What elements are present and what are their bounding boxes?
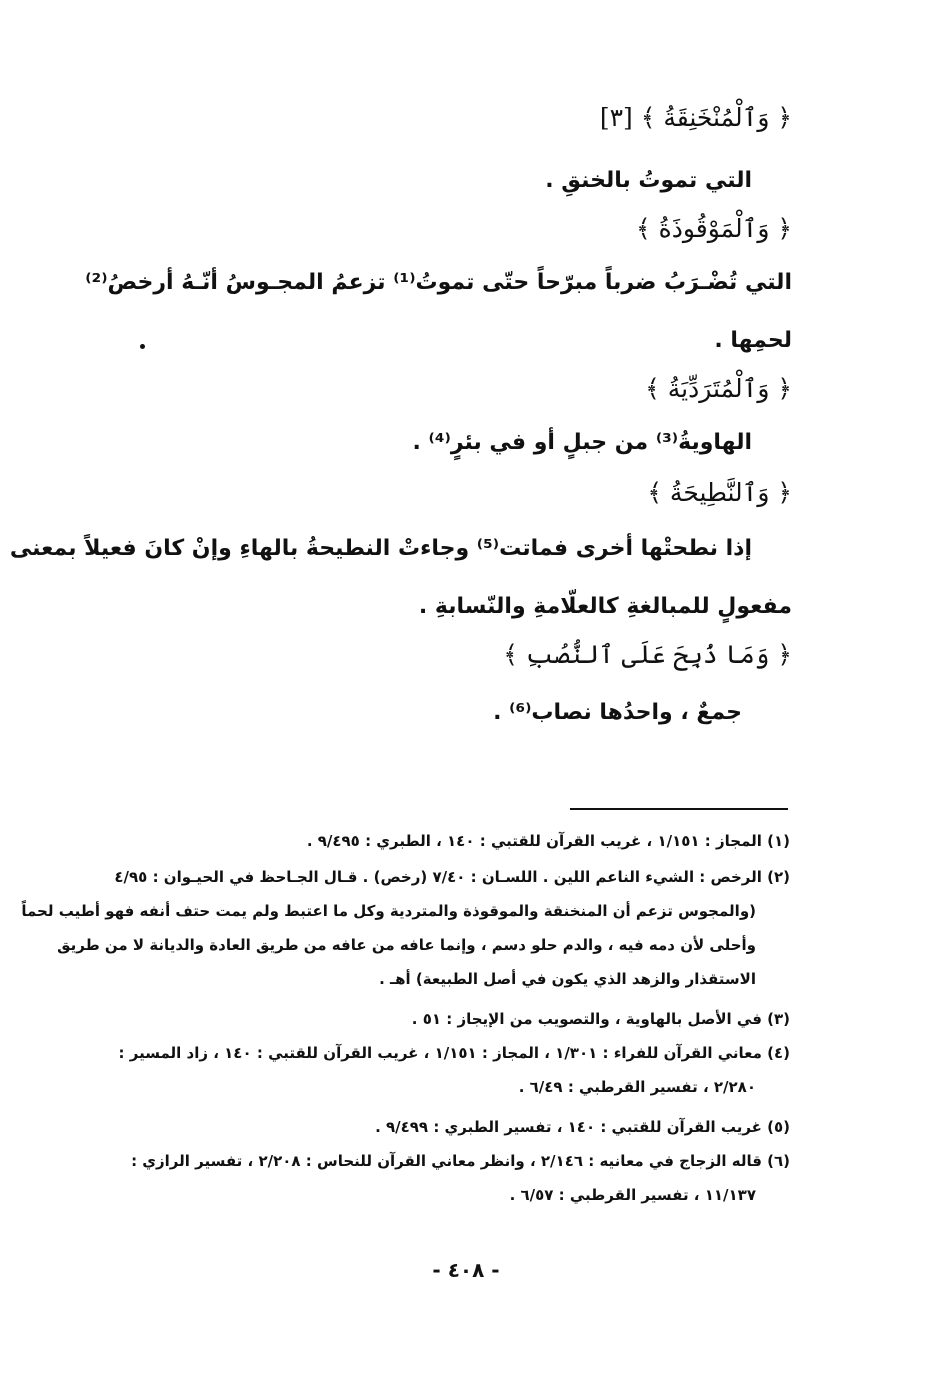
text-line: التي تُضْـرَبُ ضرباً مبرّحاً حتّى تموتُ⁽¹⁾ تزعمُ المجـوسُ أنّـهُ أرخصُ⁽²⁾ [85,270,792,295]
footnote-line: وأحلى لأن دمه فيه ، والدم حلو دسم ، وإنما عافه من عافه من طريق العادة والديانة لا من طريق [57,936,756,954]
text-line: جمعٌ ، واحدُها نصاب⁽⁶⁾ . [493,700,742,725]
quran-phrase-munkhaniqa: ﴿ وَٱلْمُنْخَنِقَةُ ﴾ [٣] [599,103,792,132]
footnote-line: (٦) قاله الزجاج في معانيه : ٢/١٤٦ ، وانظر معاني القرآن للنحاس : ٢/٢٠٨ ، تفسير الرازي : [131,1152,790,1170]
footnote-line: ١١/١٣٧ ، تفسير القرطبي : ٦/٥٧ . [509,1186,756,1204]
footnote-line: (٣) في الأصل بالهاوية ، والتصويب من الإيجاز : ٥١ . [411,1010,790,1028]
footnote-line: الاستقذار والزهد الذي يكون في أصل الطبيعة) أهـ . [379,970,756,988]
quran-phrase-natiha: ﴿ وَٱلنَّطِيحَةُ ﴾ [647,478,792,507]
text-line: إذا نطحتْها أخرى فماتت⁽⁵⁾ وجاءتْ النطيحةُ بالهاءِ وإنْ كانَ فعيلاً بمعنى [9,536,752,561]
text-line: الهاويةُ⁽³⁾ من جبلٍ أو في بئرٍ⁽⁴⁾ . [412,430,752,455]
footnote-line: ٢/٢٨٠ ، تفسير القرطبي : ٦/٤٩ . [518,1078,756,1096]
footnote-line: (٥) غريب القرآن للقتبي : ١٤٠ ، تفسير الطبري : ٩/٤٩٩ . [375,1118,790,1136]
page-number: - ٤٠٨ - [432,1258,500,1282]
text-line: لحمِها . [714,328,792,353]
quran-phrase-mawquda: ﴿ وَٱلْمَوْقُوذَةُ ﴾ [636,214,792,243]
footnote-line: (٤) معاني القرآن للفراء : ١/٣٠١ ، المجاز : ١/١٥١ ، غريب القرآن للقتبي : ١٤٠ ، زاد المسير : [118,1044,790,1062]
text-line: مفعولٍ للمبالغةِ كالعلّامةِ والنّسابةِ . [418,594,792,619]
footnote-separator [570,808,788,810]
footnote-line: (والمجوس تزعم أن المنخنقة والموقوذة والمتردية وكل ما اعتبط ولم يمت حتف أنفه فهو أطيب لحماً [21,902,756,920]
footnote-line: (١) المجاز : ١/١٥١ ، غريب القرآن للقتبي : ١٤٠ ، الطبري : ٩/٤٩٥ . [306,832,790,850]
quran-phrase-mutaraddiya: ﴿ وَٱلْمُتَرَدِّيَةُ ﴾ [645,374,792,403]
footnote-line: (٢) الرخص : الشيء الناعم اللين . اللسـان : ٧/٤٠ (رخص) . قـال الجـاحظ في الحيـوان : ٤/٩٥ [114,868,790,886]
quran-phrase-nusub: ﴿ وَمَا ذُبِحَ عَلَى ٱلنُّصُبِ ﴾ [503,640,792,669]
text-line: التي تموتُ بالخنقِ . [545,168,752,193]
stray-dot [140,344,145,349]
